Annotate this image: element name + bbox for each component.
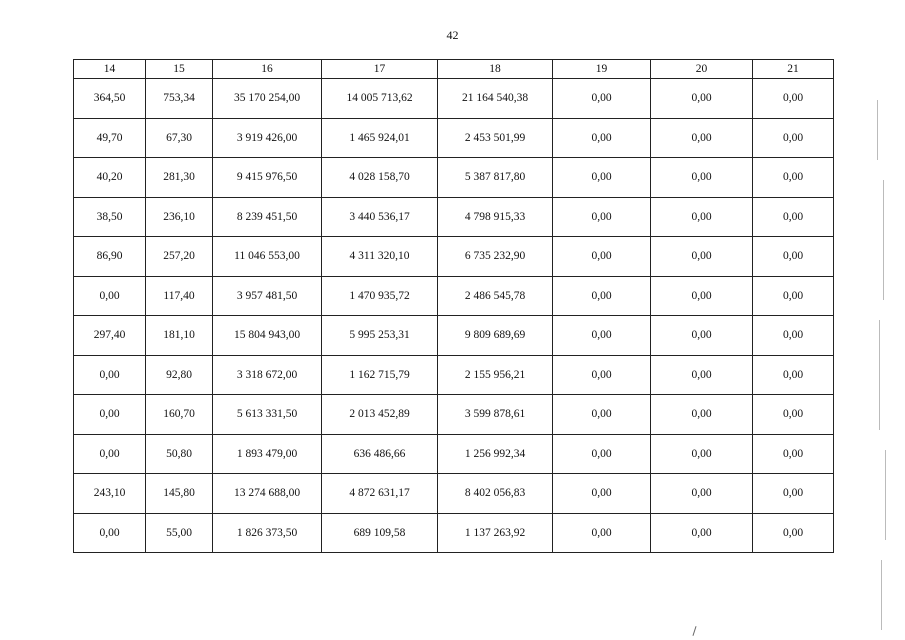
table-cell: 3 318 672,00 <box>213 355 322 395</box>
table-row <box>74 79 834 119</box>
table-cell: 0,00 <box>553 197 651 237</box>
table-cell: 0,00 <box>553 237 651 277</box>
table-cell: 49,70 <box>74 118 146 158</box>
table-cell: 2 486 545,78 <box>438 276 553 316</box>
table-cell: 67,30 <box>146 118 213 158</box>
table-cell: 0,00 <box>753 474 834 514</box>
table-cell: 0,00 <box>651 79 753 119</box>
table-cell: 15 804 943,00 <box>213 316 322 356</box>
table-cell: 0,00 <box>651 158 753 198</box>
table-row <box>74 395 834 435</box>
column-header: 21 <box>753 60 834 79</box>
table-cell: 364,50 <box>74 79 146 119</box>
table-cell: 0,00 <box>753 355 834 395</box>
table-cell: 0,00 <box>553 513 651 553</box>
table-row <box>74 276 834 316</box>
table-cell: 0,00 <box>651 355 753 395</box>
header-row <box>74 60 834 79</box>
table-body <box>74 79 834 553</box>
table-cell: 753,34 <box>146 79 213 119</box>
table-cell: 5 387 817,80 <box>438 158 553 198</box>
table-cell: 1 162 715,79 <box>322 355 438 395</box>
stray-pen-mark <box>692 626 696 636</box>
table-cell: 1 470 935,72 <box>322 276 438 316</box>
table-cell: 0,00 <box>651 237 753 277</box>
column-header: 17 <box>322 60 438 79</box>
table-cell: 181,10 <box>146 316 213 356</box>
table-cell: 1 465 924,01 <box>322 118 438 158</box>
table-cell: 0,00 <box>651 474 753 514</box>
column-header: 15 <box>146 60 213 79</box>
table-cell: 14 005 713,62 <box>322 79 438 119</box>
table-cell: 1 893 479,00 <box>213 434 322 474</box>
table-cell: 0,00 <box>651 513 753 553</box>
table-cell: 4 872 631,17 <box>322 474 438 514</box>
table-cell: 3 919 426,00 <box>213 118 322 158</box>
table-cell: 1 137 263,92 <box>438 513 553 553</box>
table-cell: 0,00 <box>553 276 651 316</box>
table-row <box>74 513 834 553</box>
page-number: 42 <box>446 28 459 42</box>
table-cell: 0,00 <box>74 355 146 395</box>
table-row <box>74 158 834 198</box>
table-cell: 3 957 481,50 <box>213 276 322 316</box>
table-cell: 0,00 <box>651 276 753 316</box>
table-cell: 0,00 <box>74 395 146 435</box>
table-cell: 0,00 <box>753 197 834 237</box>
table-row <box>74 118 834 158</box>
table-cell: 160,70 <box>146 395 213 435</box>
table-cell: 21 164 540,38 <box>438 79 553 119</box>
table-cell: 86,90 <box>74 237 146 277</box>
table-cell: 4 028 158,70 <box>322 158 438 198</box>
table-cell: 5 613 331,50 <box>213 395 322 435</box>
table-cell: 0,00 <box>553 474 651 514</box>
table-cell: 689 109,58 <box>322 513 438 553</box>
table-cell: 3 599 878,61 <box>438 395 553 435</box>
column-header: 18 <box>438 60 553 79</box>
table-cell: 0,00 <box>753 79 834 119</box>
data-table <box>73 59 834 553</box>
table-row <box>74 237 834 277</box>
column-header: 16 <box>213 60 322 79</box>
table-cell: 4 798 915,33 <box>438 197 553 237</box>
table-cell: 0,00 <box>753 118 834 158</box>
table-row <box>74 434 834 474</box>
table-cell: 6 735 232,90 <box>438 237 553 277</box>
table-cell: 0,00 <box>553 79 651 119</box>
table-cell: 0,00 <box>753 158 834 198</box>
table-cell: 0,00 <box>753 316 834 356</box>
table-cell: 1 256 992,34 <box>438 434 553 474</box>
table-cell: 257,20 <box>146 237 213 277</box>
table-cell: 92,80 <box>146 355 213 395</box>
table-row <box>74 474 834 514</box>
table-cell: 236,10 <box>146 197 213 237</box>
table-cell: 117,40 <box>146 276 213 316</box>
table-cell: 40,20 <box>74 158 146 198</box>
table-cell: 0,00 <box>553 118 651 158</box>
table-cell: 4 311 320,10 <box>322 237 438 277</box>
table-row <box>74 316 834 356</box>
table-cell: 2 013 452,89 <box>322 395 438 435</box>
table-cell: 2 453 501,99 <box>438 118 553 158</box>
table-cell: 0,00 <box>651 316 753 356</box>
table-cell: 8 402 056,83 <box>438 474 553 514</box>
table-cell: 9 809 689,69 <box>438 316 553 356</box>
margin-scan-marks <box>873 60 897 640</box>
table-cell: 0,00 <box>753 395 834 435</box>
table-cell: 0,00 <box>74 434 146 474</box>
table-cell: 0,00 <box>651 434 753 474</box>
table-cell: 0,00 <box>553 355 651 395</box>
table-cell: 0,00 <box>753 276 834 316</box>
column-header: 14 <box>74 60 146 79</box>
table-cell: 55,00 <box>146 513 213 553</box>
table-cell: 1 826 373,50 <box>213 513 322 553</box>
table-cell: 0,00 <box>753 237 834 277</box>
table-cell: 35 170 254,00 <box>213 79 322 119</box>
table-cell: 0,00 <box>74 276 146 316</box>
table-cell: 0,00 <box>553 316 651 356</box>
table-cell: 38,50 <box>74 197 146 237</box>
table-row <box>74 197 834 237</box>
table-cell: 9 415 976,50 <box>213 158 322 198</box>
table-cell: 0,00 <box>74 513 146 553</box>
table-cell: 13 274 688,00 <box>213 474 322 514</box>
table-cell: 0,00 <box>753 434 834 474</box>
table-row <box>74 355 834 395</box>
table-cell: 281,30 <box>146 158 213 198</box>
table-cell: 636 486,66 <box>322 434 438 474</box>
table-cell: 0,00 <box>651 395 753 435</box>
table-cell: 0,00 <box>553 158 651 198</box>
table-cell: 145,80 <box>146 474 213 514</box>
table-cell: 0,00 <box>651 118 753 158</box>
table-cell: 8 239 451,50 <box>213 197 322 237</box>
table-cell: 50,80 <box>146 434 213 474</box>
table-cell: 0,00 <box>553 434 651 474</box>
table-cell: 0,00 <box>753 513 834 553</box>
column-header: 19 <box>553 60 651 79</box>
table-cell: 243,10 <box>74 474 146 514</box>
table-cell: 11 046 553,00 <box>213 237 322 277</box>
table-cell: 3 440 536,17 <box>322 197 438 237</box>
table-cell: 2 155 956,21 <box>438 355 553 395</box>
table-cell: 297,40 <box>74 316 146 356</box>
table-cell: 5 995 253,31 <box>322 316 438 356</box>
table-cell: 0,00 <box>651 197 753 237</box>
table-cell: 0,00 <box>553 395 651 435</box>
column-header: 20 <box>651 60 753 79</box>
